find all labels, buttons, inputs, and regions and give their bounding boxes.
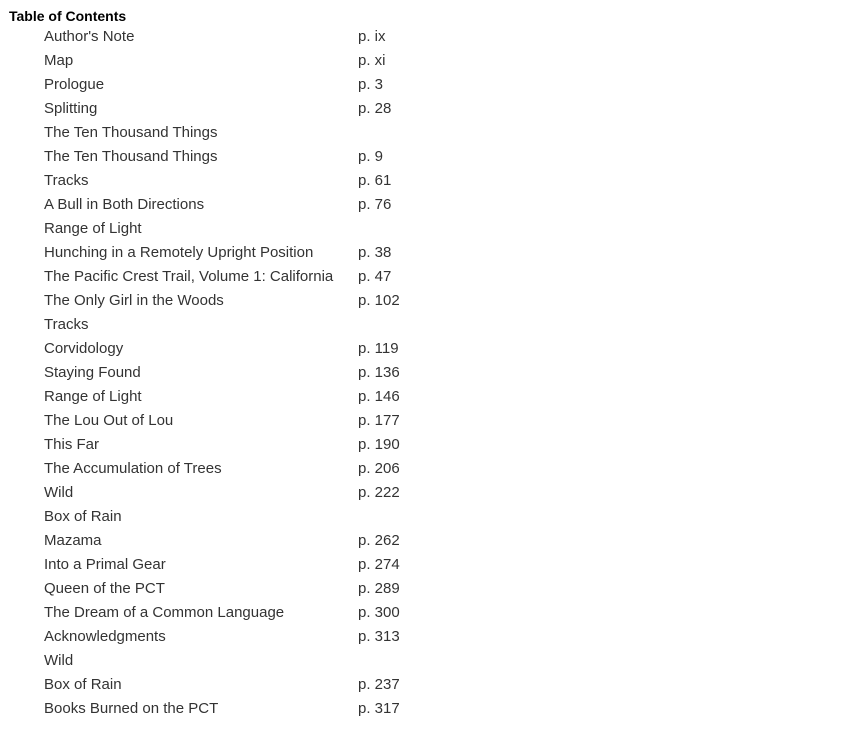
toc-entry-page: p. ix	[358, 27, 386, 45]
toc-entry-page: p. 38	[358, 243, 392, 261]
toc-entry-page: p. 289	[358, 579, 400, 597]
toc-entry[interactable]	[44, 432, 400, 456]
toc-entry-title: Books Burned on the PCT	[44, 699, 219, 717]
toc-entry[interactable]	[44, 648, 400, 672]
toc-entry[interactable]	[44, 312, 400, 336]
toc-entry[interactable]	[44, 696, 400, 720]
toc-entry-title: This Far	[44, 435, 100, 453]
toc-entry[interactable]	[44, 552, 400, 576]
toc-entry-title: A Bull in Both Directions	[44, 195, 205, 213]
toc-entry[interactable]	[44, 336, 400, 360]
toc-entry-title: Tracks	[44, 171, 89, 189]
toc-entry-page: p. 76	[358, 195, 392, 213]
toc-entry-title: Acknowledgments	[44, 627, 166, 645]
toc-entry-title: Range of Light	[44, 219, 142, 237]
toc-entry[interactable]	[44, 168, 400, 192]
toc-entry[interactable]	[44, 528, 400, 552]
toc-entry[interactable]	[44, 24, 400, 48]
toc-entry[interactable]	[44, 240, 400, 264]
toc-entry-title: Splitting	[44, 99, 98, 117]
toc-entry-title: Into a Primal Gear	[44, 555, 166, 573]
toc-entry[interactable]	[44, 120, 400, 144]
toc-entry-title: The Dream of a Common Language	[44, 603, 285, 621]
toc-entry-page: p. 274	[358, 555, 400, 573]
toc-entry-page: p. 262	[358, 531, 400, 549]
toc-entry-title: The Lou Out of Lou	[44, 411, 174, 429]
toc-entry-page: p. 28	[358, 99, 392, 117]
toc-entry-page: p. 313	[358, 627, 400, 645]
toc-entry-page: p. 317	[358, 699, 400, 717]
toc-entry[interactable]	[44, 144, 400, 168]
toc-entry-title: Tracks	[44, 315, 89, 333]
toc-entry-page: p. 222	[358, 483, 400, 501]
toc-entry-title: Hunching in a Remotely Upright Position	[44, 243, 314, 261]
toc-entry[interactable]	[44, 216, 400, 240]
toc-entry-title: The Only Girl in the Woods	[44, 291, 224, 309]
toc-entry[interactable]	[44, 480, 400, 504]
toc-entry-title: The Ten Thousand Things	[44, 147, 218, 165]
toc-entry[interactable]	[44, 456, 400, 480]
toc-entry-title: The Pacific Crest Trail, Volume 1: California	[44, 267, 334, 285]
toc-entry-page: p. 300	[358, 603, 400, 621]
toc-entry[interactable]	[44, 504, 400, 528]
toc-entry-title: Staying Found	[44, 363, 141, 381]
toc-entry[interactable]	[44, 96, 400, 120]
toc-entry-page: p. 119	[358, 339, 399, 357]
toc-entry-title: Mazama	[44, 531, 102, 549]
toc-entry-title: Prologue	[44, 75, 105, 93]
toc-entry-title: Map	[44, 51, 74, 69]
toc-entry-page: p. 237	[358, 675, 400, 693]
toc-entry[interactable]	[44, 576, 400, 600]
toc-entry-title: Wild	[44, 483, 74, 501]
toc-heading: Table of Contents	[9, 8, 127, 24]
toc-entry-title: Box of Rain	[44, 507, 122, 525]
toc-list	[44, 24, 400, 720]
toc-entry[interactable]	[44, 264, 400, 288]
toc-entry-page: p. 102	[358, 291, 400, 309]
toc-entry-page: p. 190	[358, 435, 400, 453]
toc-entry-page: p. 177	[358, 411, 400, 429]
toc-entry-title: Wild	[44, 651, 74, 669]
toc-entry-page: p. 136	[358, 363, 400, 381]
toc-entry-page: p. 47	[358, 267, 392, 285]
toc-entry[interactable]	[44, 360, 400, 384]
toc-entry-title: Box of Rain	[44, 675, 122, 693]
toc-entry-page: p. 61	[358, 171, 392, 189]
toc-entry-page: p. xi	[358, 51, 386, 69]
toc-entry[interactable]	[44, 48, 400, 72]
toc-entry-title: Author's Note	[44, 27, 135, 45]
toc-entry-page: p. 146	[358, 387, 400, 405]
toc-entry-title: The Accumulation of Trees	[44, 459, 222, 477]
toc-entry-title: Range of Light	[44, 387, 142, 405]
toc-entry[interactable]	[44, 384, 400, 408]
toc-entry-title: Corvidology	[44, 339, 124, 357]
toc-entry-page: p. 3	[358, 75, 384, 93]
toc-entry-title: The Ten Thousand Things	[44, 123, 218, 141]
toc-entry[interactable]	[44, 288, 400, 312]
toc-entry[interactable]	[44, 600, 400, 624]
toc-entry-title: Queen of the PCT	[44, 579, 165, 597]
toc-entry-page: p. 206	[358, 459, 400, 477]
toc-entry[interactable]	[44, 408, 400, 432]
toc-entry-page: p. 9	[358, 147, 384, 165]
toc-entry[interactable]	[44, 672, 400, 696]
toc-entry[interactable]	[44, 192, 400, 216]
toc-entry[interactable]	[44, 72, 400, 96]
toc-entry[interactable]	[44, 624, 400, 648]
